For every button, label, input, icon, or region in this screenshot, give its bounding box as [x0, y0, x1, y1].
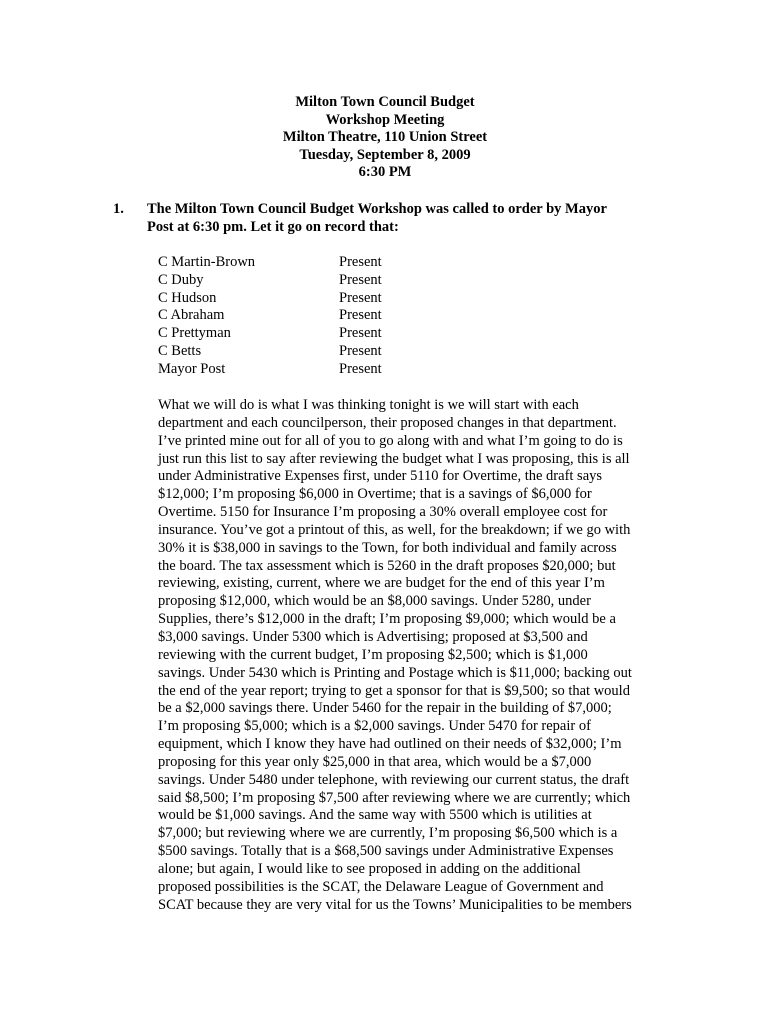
item-heading-line: Post at 6:30 pm. Let it go on record that: [147, 219, 399, 235]
body-line: the end of the year report; trying to get a sponsor for that is $9,500; so that would [158, 682, 630, 699]
header-time: 6:30 PM [358, 164, 412, 181]
body-line: alone; but again, I would like to see proposed in adding on the additional [158, 860, 581, 877]
attendance-status: Present [339, 289, 382, 306]
body-line: 30% it is $38,000 in savings to the Town, for both individual and family across [158, 539, 617, 556]
roll-call-row [158, 254, 418, 272]
member-name: C Abraham [158, 307, 225, 324]
roll-call-row [158, 307, 418, 325]
body-paragraph [158, 397, 658, 914]
body-line: proposed possibilities is the SCAT, the Delaware League of Government and [158, 878, 604, 895]
attendance-status: Present [339, 342, 382, 359]
body-line: $7,000; but reviewing where we are currently, I’m proposing $6,500 which is a [158, 825, 618, 842]
header-date: Tuesday, September 8, 2009 [299, 146, 471, 163]
header-location: Milton Theatre, 110 Union Street [282, 129, 488, 146]
body-line: proposing $12,000, which would be an $8,000 savings. Under 5280, under [158, 593, 591, 610]
roll-call-list [158, 254, 418, 379]
meeting-header [0, 94, 770, 182]
body-line: department and each councilperson, their proposed changes in that department. [158, 414, 617, 431]
header-title: Milton Town Council Budget [295, 94, 475, 110]
body-line: under Administrative Expenses first, under 5110 for Overtime, the draft says [158, 468, 603, 485]
attendance-status: Present [339, 271, 382, 288]
body-line: the board. The tax assessment which is 5260 in the draft proposes $20,000; but [158, 557, 616, 574]
body-line: reviewing, existing, current, where we are budget for the end of this year I’m [158, 575, 605, 592]
item-heading [147, 200, 647, 236]
attendance-status: Present [339, 360, 382, 377]
attendance-status: Present [339, 325, 382, 342]
member-name: Mayor Post [158, 360, 226, 377]
body-line: $3,000 savings. Under 5300 which is Advertising; proposed at $3,500 and [158, 628, 588, 645]
body-line: be a $2,000 savings there. Under 5460 for the repair in the building of $7,000; [158, 700, 612, 717]
member-name: C Prettyman [158, 325, 231, 342]
item-heading-line: The Milton Town Council Budget Workshop was called to order by Mayor [147, 201, 607, 217]
body-line: I’m proposing $5,000; which is a $2,000 savings. Under 5470 for repair of [158, 718, 591, 735]
body-line: just run this list to say after reviewing the budget what I was proposing, this is all [158, 450, 630, 467]
body-line: savings. Under 5480 under telephone, with reviewing our current status, the draft [158, 771, 630, 788]
body-line: I’ve printed mine out for all of you to go along with and what I’m going to do is [158, 432, 623, 449]
body-line: said $8,500; I’m proposing $7,500 after reviewing where we are currently; which [158, 789, 631, 806]
member-name: C Martin-Brown [158, 254, 256, 270]
header-meeting-type: Workshop Meeting [325, 111, 445, 128]
roll-call-row [158, 361, 418, 379]
member-name: C Hudson [158, 289, 217, 306]
body-line: SCAT because they are very vital for us the Towns’ Municipalities to be members [158, 896, 632, 913]
roll-call-row [158, 272, 418, 290]
body-line: $12,000; I’m proposing $6,000 in Overtime; that is a savings of $6,000 for [158, 486, 592, 503]
roll-call-row [158, 290, 418, 308]
body-line: proposing for this year only $25,000 in that area, which would be a $7,000 [158, 753, 592, 770]
attendance-status: Present [339, 307, 382, 324]
attendance-status: Present [339, 254, 382, 270]
roll-call-row [158, 325, 418, 343]
body-line: would be $1,000 savings. And the same way with 5500 which is utilities at [158, 807, 592, 824]
item-number: 1. [113, 201, 124, 217]
body-line: equipment, which I know they have had outlined on their needs of $32,000; I’m [158, 736, 622, 753]
member-name: C Betts [158, 342, 202, 359]
body-line: $500 savings. Totally that is a $68,500 savings under Administrative Expenses [158, 843, 614, 860]
body-line: reviewing with the current budget, I’m proposing $2,500; which is $1,000 [158, 646, 588, 663]
body-line: insurance. You’ve got a printout of this, as well, for the breakdown; if we go with [158, 521, 631, 538]
body-line: What we will do is what I was thinking tonight is we will start with each [158, 397, 579, 413]
body-line: Overtime. 5150 for Insurance I’m proposing a 30% overall employee cost for [158, 504, 608, 521]
roll-call-row [158, 343, 418, 361]
body-line: Supplies, there’s $12,000 in the draft; I’m proposing $9,000; which would be a [158, 611, 616, 628]
body-line: savings. Under 5430 which is Printing and Postage which is $11,000; backing out [158, 664, 632, 681]
member-name: C Duby [158, 271, 204, 288]
